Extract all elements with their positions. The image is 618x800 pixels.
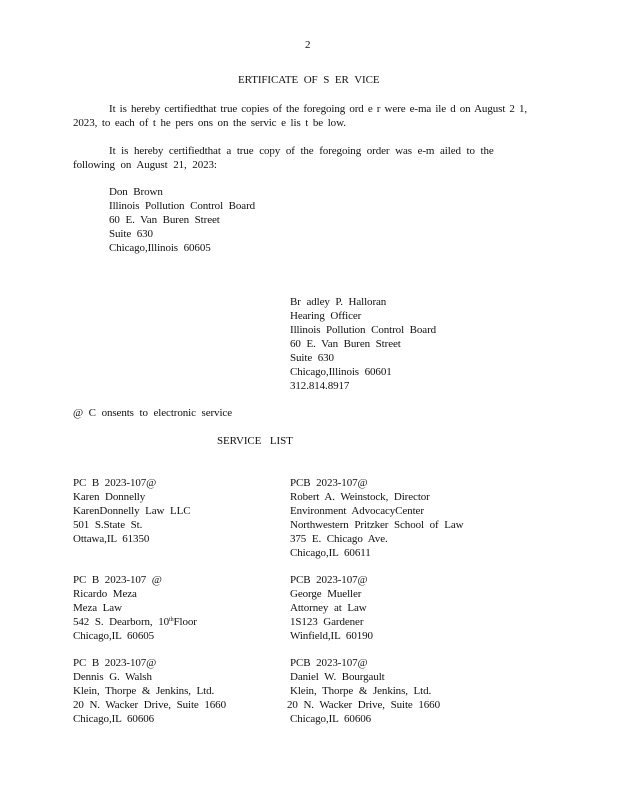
entry-line-street [73, 615, 197, 629]
entry-line: Chicago,IL 60606 [290, 713, 372, 725]
entry-line: Ottawa,IL 61350 [73, 533, 150, 545]
paragraph-1-line-2: 2023, to each of t he pers ons on the servic e lis t be low. [73, 117, 346, 129]
address-line: Don Brown [109, 186, 163, 198]
address-line: Suite 630 [109, 228, 153, 240]
service-entry-meza [73, 573, 197, 643]
entry-line: Daniel W. Bourgault [290, 671, 385, 683]
entry-line: Klein, Thorpe & Jenkins, Ltd. [290, 685, 432, 697]
address-line: Illinois Pollution Control Board [109, 200, 256, 212]
entry-line: Dennis G. Walsh [73, 671, 152, 683]
entry-line: Chicago,IL 60606 [73, 713, 155, 725]
entry-line: PCB 2023-107@ [290, 477, 368, 489]
entry-line: PCB 2023-107@ [290, 574, 368, 586]
entry-line: George Mueller [290, 588, 362, 600]
entry-line: Meza Law [73, 602, 122, 614]
signature-line: Suite 630 [290, 352, 334, 364]
address-line: Chicago,Illinois 60605 [109, 242, 211, 254]
service-list-title: SERVICE LIST [217, 435, 293, 447]
entry-line: 375 E. Chicago Ave. [290, 533, 388, 545]
address-line: 60 E. Van Buren Street [109, 214, 220, 226]
signature-line: Illinois Pollution Control Board [290, 324, 437, 336]
entry-line: PC B 2023-107@ [73, 657, 157, 669]
street-text: 542 S. Dearborn, 10 [73, 616, 170, 628]
signature-line: Hearing Officer [290, 310, 362, 322]
entry-line: 20 N. Wacker Drive, Suite 1660 [287, 699, 440, 711]
signature-line: Chicago,Illinois 60601 [290, 366, 392, 378]
entry-line: Attorney at Law [290, 602, 367, 614]
consent-note: @ C onsents to electronic service [73, 407, 232, 419]
service-entry-weinstock [290, 476, 463, 560]
page-number: 2 [305, 39, 311, 51]
paragraph-1-line-1: It is hereby certifiedthat true copies of the foregoing ord e r were e-ma ile d on August 2 1, [109, 103, 528, 115]
entry-line: PC B 2023-107@ [73, 477, 157, 489]
service-entry-donnelly [73, 476, 191, 546]
signature-line: Br adley P. Halloran [290, 296, 387, 308]
entry-line: Karen Donnelly [73, 491, 146, 503]
signature-line: 60 E. Van Buren Street [290, 338, 401, 350]
entry-line: Klein, Thorpe & Jenkins, Ltd. [73, 685, 215, 697]
entry-line: PC B 2023-107 @ [73, 574, 162, 586]
entry-line: 501 S.State St. [73, 519, 143, 531]
entry-line: Robert A. Weinstock, Director [290, 491, 430, 503]
entry-line: 1S123 Gardener [290, 616, 364, 628]
service-entry-walsh [73, 656, 226, 726]
entry-line: 20 N. Wacker Drive, Suite 1660 [73, 699, 226, 711]
entry-line: KarenDonnelly Law LLC [73, 505, 191, 517]
entry-line: Chicago,IL 60611 [290, 547, 371, 559]
ordinal-suffix: th [169, 617, 174, 623]
service-entry-bourgault [287, 656, 440, 726]
service-entry-mueller [290, 573, 373, 643]
paragraph-2-line-2: following on August 21, 2023: [73, 159, 217, 171]
recipient-address [109, 185, 255, 255]
entry-line: Chicago,IL 60605 [73, 630, 155, 642]
hearing-officer-signature-block [290, 295, 436, 393]
certificate-title: ERTIFICATE OF S ER VICE [238, 74, 380, 86]
entry-line: Environment AdvocacyCenter [290, 505, 424, 517]
entry-line: Northwestern Pritzker School of Law [290, 519, 464, 531]
entry-line: Winfield,IL 60190 [290, 630, 373, 642]
entry-line: Ricardo Meza [73, 588, 137, 600]
entry-line: PCB 2023-107@ [290, 657, 368, 669]
signature-line: 312.814.8917 [290, 380, 350, 392]
street-floor: Floor [173, 616, 197, 628]
paragraph-2-line-1: It is hereby certifiedthat a true copy of the foregoing order was e-m ailed to the [109, 145, 494, 157]
